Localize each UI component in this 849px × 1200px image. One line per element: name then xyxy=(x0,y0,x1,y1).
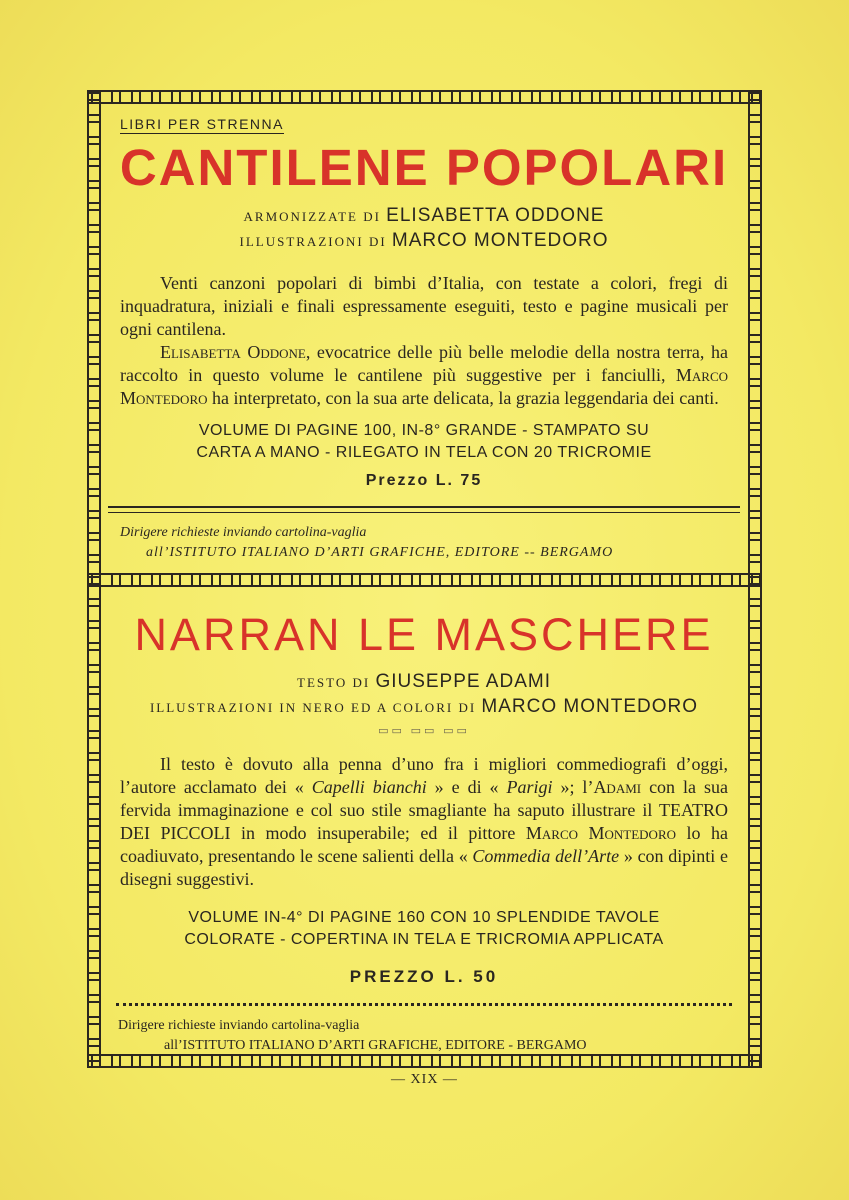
order-line: all’ISTITUTO ITALIANO D’ARTI GRAFICHE, EDITORE -- BERGAMO xyxy=(146,545,614,560)
description-paragraph: Il testo è dovuto alla penna d’uno fra i migliori commediografi d’oggi, l’autore acclamato dei « Capelli bianchi » e di « Parigi »; l’Adami con la sua fervida immaginazione e col suo stile smagliante ha saputo illustrare il TEATRO DEI PICCOLI in modo insuperabile; ed il pittore Marco Montedoro lo ha coadiuvato, presentando le scene salienti della « Commedia dell’Arte » con dipinti e disegni suggestivi. xyxy=(120,754,728,889)
divider-rule xyxy=(108,506,740,513)
credit-music: ARMONIZZATE DI ELISABETTA ODDONE xyxy=(243,205,605,226)
order-note xyxy=(118,1016,740,1056)
ornament: ▭▭ ▭▭ ▭▭ xyxy=(378,725,470,737)
price: Prezzo L. 75 xyxy=(365,472,483,489)
description-paragraph: Elisabetta Oddone, evocatrice delle più belle melodie della nostra terra, ha raccolto in questo volume le cantilene più suggestive per i fanciulli, Marco Montedoro ha interpretato, con la sua arte delicata, la grazia leggendaria dei canti. xyxy=(120,342,729,408)
specs xyxy=(108,420,740,464)
credits xyxy=(108,204,740,254)
ornamental-border-top xyxy=(88,90,762,104)
spec-line: COLORATE - COPERTINA IN TELA E TRICROMIA APPLICATA xyxy=(184,931,664,948)
spec-line: CARTA A MANO - RILEGATO IN TELA CON 20 TRICROMIE xyxy=(196,444,652,461)
ornamental-border-middle xyxy=(88,573,762,587)
specs xyxy=(108,907,740,951)
ornamental-border-right xyxy=(748,90,762,1068)
page-number: — XIX — xyxy=(391,1072,458,1087)
credit-illustration: ILLUSTRAZIONI IN NERO ED A COLORI DI MARCO MONTEDORO xyxy=(149,696,699,717)
spec-line: VOLUME IN-4° DI PAGINE 160 CON 10 SPLENDIDE TAVOLE xyxy=(188,909,660,926)
description-paragraph: Venti canzoni popolari di bimbi d’Italia, con testate a colori, fregi di inquadratura, iniziali e finali espressamente eseguiti, testo e pagine musicali per ogni cantilena. xyxy=(120,273,728,339)
book-title: NARRAN LE MASCHERE xyxy=(134,609,714,660)
credit-illustration: ILLUSTRAZIONI DI MARCO MONTEDORO xyxy=(239,230,609,251)
order-line: Dirigere richieste inviando cartolina-vaglia xyxy=(120,525,367,540)
price: PREZZO L. 50 xyxy=(349,967,499,986)
ornamental-border-bottom xyxy=(88,1054,762,1068)
order-line: Dirigere richieste inviando cartolina-vaglia xyxy=(118,1018,360,1033)
advert-maschere xyxy=(108,610,740,1056)
description xyxy=(120,753,728,891)
description xyxy=(120,272,728,410)
divider-dotted xyxy=(116,1003,732,1006)
credit-text: TESTO DI GIUSEPPE ADAMI xyxy=(297,671,551,692)
order-note xyxy=(120,523,740,563)
advert-cantilene xyxy=(108,116,740,563)
credits xyxy=(108,670,740,720)
ornamental-border-left xyxy=(87,90,101,1068)
spec-line: VOLUME DI PAGINE 100, IN-8° GRANDE - STAMPATO SU xyxy=(198,422,650,439)
order-line: all’ISTITUTO ITALIANO D’ARTI GRAFICHE, EDITORE - BERGAMO xyxy=(164,1038,587,1053)
book-title: CANTILENE POPOLARI xyxy=(119,139,729,196)
section-kicker: LIBRI PER STRENNA xyxy=(120,116,284,132)
